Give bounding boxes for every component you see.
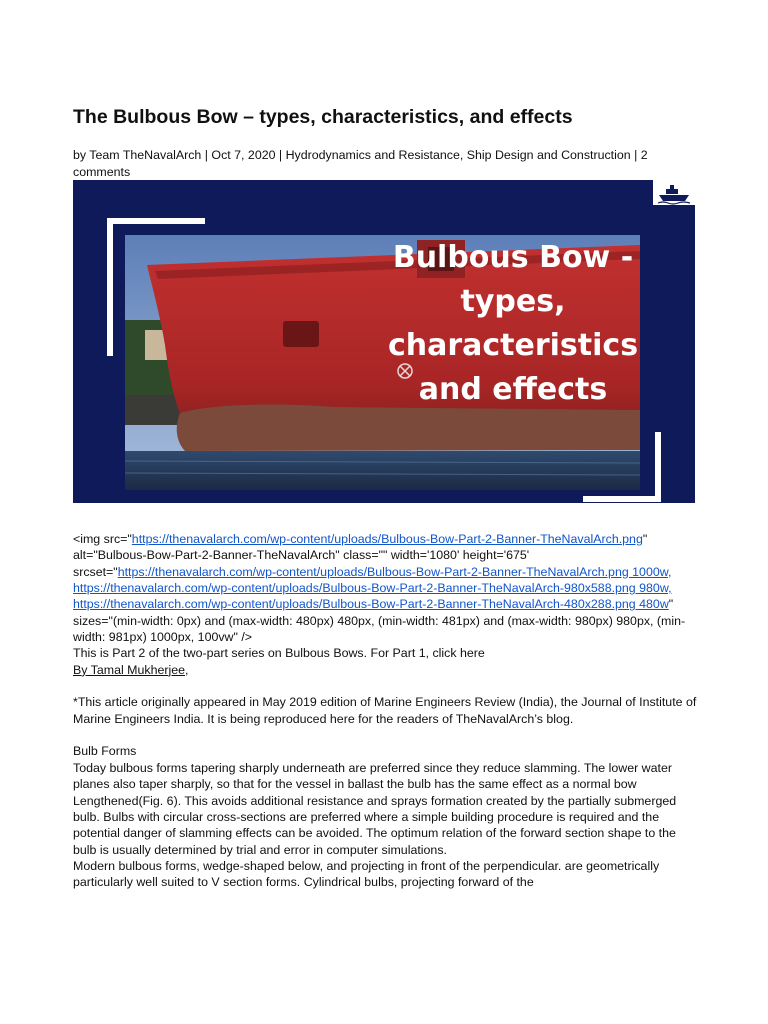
article-banner-image (73, 180, 695, 503)
frame-bracket-bottom-right (655, 432, 661, 502)
origin-note: *This article originally appeared in May 2019 edition of Marine Engineers Review (India), the Journal of Institute of Marine Engineers India. It is being reproduced here for the readers of TheNavalArch’s blog. (73, 695, 697, 726)
banner-headline: Bulbous Bow - types, characteristics and effects (387, 240, 639, 407)
ship-icon (653, 180, 695, 205)
author-byline (73, 662, 699, 678)
frame-bracket-top-left (107, 218, 113, 356)
image-embed-code (73, 531, 699, 645)
code-text: <img src=" (73, 532, 132, 546)
body-paragraph: Modern bulbous forms, wedge-shaped below, and projecting in front of the perpendicular. are geometrically particularly well suited to V section forms. Cylindrical bulbs, projecting forward of the (73, 858, 660, 890)
code-text: " alt="Bulbous-Bow-Part-2-Banner-TheNavalArch" class="" width='1080' height='675' srcset=" (73, 532, 648, 579)
article-title: The Bulbous Bow – types, characteristics, and effects (73, 106, 573, 128)
article-meta: by Team TheNavalArch | Oct 7, 2020 | Hydrodynamics and Resistance, Ship Design and Construction | 2 comments (73, 148, 648, 179)
code-text: " sizes="(min-width: 0px) and (max-width: 480px) 480px, (min-width: 481px) and (max-width: 980px) 980px, (min-width: 981px) 1000px, 100vw" /> (73, 597, 686, 645)
author-link[interactable]: By Tamal Mukherjee, (73, 662, 189, 677)
image-srcset-link[interactable]: https://thenavalarch.com/wp-content/uploads/Bulbous-Bow-Part-2-Banner-TheNavalArch.png 1000w, https://thenavalarch.com/wp-content/uploads/Bulbous-Bow-Part-2-Banner-TheNavalArch-980x588.png 980w, https://thenavalarch.com/wp-content/uploads/Bulbous-Bow-Part-2-Banner-TheNavalArch-480x288.png 480w (73, 564, 672, 612)
body-paragraph: Today bulbous forms tapering sharply underneath are preferred since they reduce slamming. The lower water planes also taper sharply, so that for the vessel in ballast the bulb has the same effect as a normal bow Lengthened(Fig. 6). This avoids additional resistance and sprays formation created by the partially submerged bulb. Bulbs with circular cross-sections are preferred where a simple building procedure is required and the potential danger of slamming effects can be avoided. The optimum relation of the forward section shape to the bulb is usually determined by trial and error in computer simulations. (73, 760, 677, 857)
site-logo (653, 180, 695, 205)
frame-bracket-top-left-horizontal (107, 218, 205, 224)
section-heading: Bulb Forms (73, 744, 137, 759)
frame-bracket-bottom-right-horizontal (583, 496, 661, 502)
series-note: This is Part 2 of the two-part series on Bulbous Bows. For Part 1, click here (73, 646, 485, 661)
image-src-link[interactable]: https://thenavalarch.com/wp-content/uploads/Bulbous-Bow-Part-2-Banner-TheNavalArch.png (131, 532, 643, 546)
article-body (73, 531, 699, 891)
